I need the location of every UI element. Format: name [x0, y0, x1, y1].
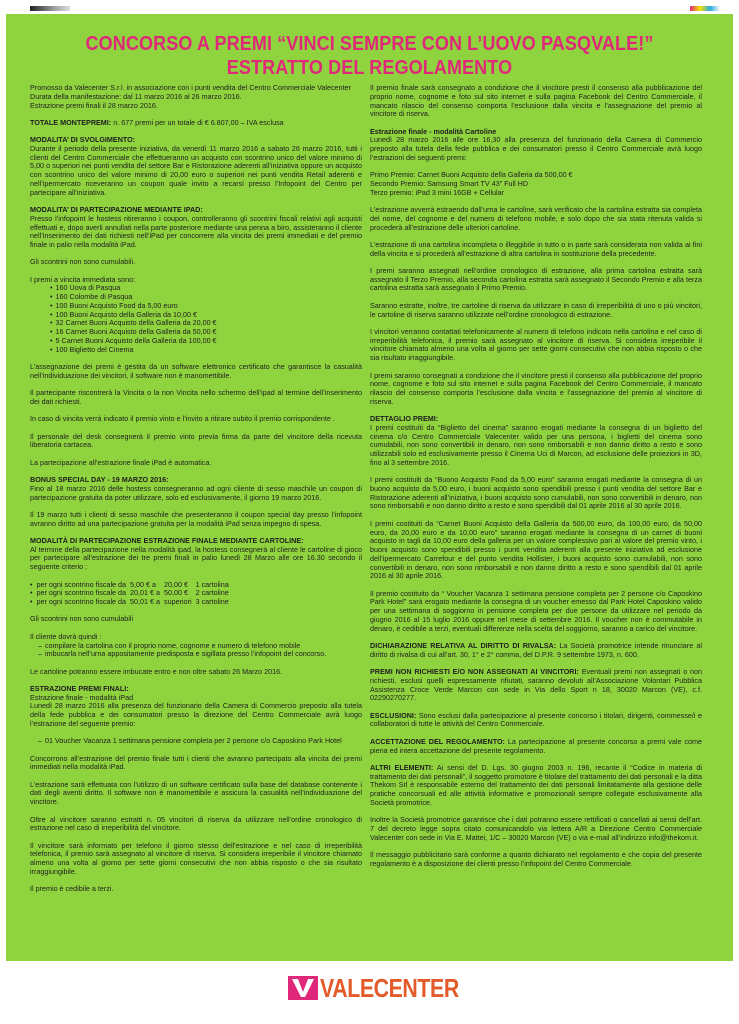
incompleta: L’estrazione di una cartolina incompleta o illeggibile in tutto o in parte sarà considerata non valida ai fini della vincita e si procederà all’estrazione di altra cartolina in sostituzione della precedente.: [370, 239, 702, 258]
page-title: [50, 32, 690, 80]
premi-intro: I premi a vincita immediata sono:: [30, 274, 136, 284]
dettaglio-cinema: DETTAGLIO PREMI: I premi costituiti da “Biglietto del cinema” saranno erogati mediante la consegna di un biglietto del cinema c/o Centro Commerciale Valecenter valido per una persona, i biglietti del cinema sono cumulabili, non sono convertibili in denaro, non sono rimborsabili e non danno diritto a resto e sono utilizzabili solo ed esclusivamente presso il Cinema Uci di Marcon, ad esclusione delle proiezioni in 3D, fino al 3 settembre 2016.: [370, 414, 702, 467]
assegnazione: L’assegnazione dei premi è gestita da un software elettronico certificato che garantisce la casualità nell’individuazione dei vincitori, il software non è manomettibile.: [30, 362, 362, 380]
estrazione-premio: – 01 Voucher Vacanza 1 settimana pensione completa per 2 persone c/o Caposkino Park Hotel: [30, 737, 362, 746]
accettazione: ACCETTAZIONE DEL REGOLAMENTO: La partecipazione al presente concorso a premi vale come piena ed intera accettazione del presente regolamento.: [370, 736, 703, 755]
estrazione-ipad: La partecipazione all’estrazione finale iPad è automatica.: [30, 457, 212, 467]
consegnato: Il premio finale sarà consegnato a condizione che il vincitore presti il consenso alla pubblicazione del proprio nome, cognome e foto sul sito internet e sulla pagina Facebook del Centro Commerciale, il mancato rilascio del consenso comporta l’esclusione dalla vincita e l’assegnazione del premio al vincitore di riserva.: [370, 83, 702, 119]
estrazione-premi-finali: ESTRAZIONE PREMI FINALI: Estrazione finale - modalità iPad Lunedì 28 marzo 2016 alla presenza del funzionario della Camera di Commercio preposto alla tutela della fede pubblica e dei consumatori presso la direzione del Centro Commerciale avrà luogo l’estrazione del seguente premio:: [30, 683, 362, 728]
concorrono: Concorrono all’estrazione del premio finale tutti i clienti che avranno partecipato alla vincita dei premi immediati nella modalità iPad.: [30, 753, 362, 772]
rivalsa: DICHIARAZIONE RELATIVA AL DIRITTO DI RIVALSA: La Società promotrice intende rinunciare al diritto di rivalsa di cui all’art. 30, 1° e 2° comma, del D.P.R. 9 settembre 1973, n. 600.: [370, 640, 702, 659]
table-row: • per ogni scontrino fiscale da 50,01 € a superiori 3 cartoline: [30, 598, 233, 607]
riserva: Saranno estratte, inoltre, tre cartoline di riserva da utilizzare in caso di irreperibilità di uno o più vincitori, le cartoline di riserva saranno utilizzate nell’ordine cronologico di estrazione.: [370, 300, 702, 319]
messaggio: Il messaggio pubblicitario sarà conforme a quanto dichiarato nel regolamento e che copia del presente regolamento è a disposizione dei clienti presso l’infopoint del Centro Commerciale.: [370, 850, 702, 868]
estrazione-avverra: L’estrazione avverrà estraendo dall’urna le cartoline, sarà verificato che la cartolina estratta sia completa del nome, del cognome e del numero di telefono mobile, e solo dopo che sia stata ritenuta valida si procederà all’estrazione delle ulteriori cartoline.: [370, 205, 702, 232]
in-caso: In caso di vincita verrà indicato il premio vinto e l’invito a ritirare subito il premio corrispondente .: [30, 414, 335, 424]
list-item: • 100 Buoni Acquisto Food da 5,00 euro: [50, 302, 362, 311]
montepremi: TOTALE MONTEPREMI: n. 677 premi per un totale di € 6.807,00 – IVA esclusa: [30, 117, 284, 127]
partecipante: Il partecipante riscontrerà la Vincita o la non Vincita nello schermo dell’ipad al termine dell’inserimento dei dati richiesti.: [30, 388, 362, 406]
title-line-1: CONCORSO A PREMI “VINCI SEMPRE CON L’UOVO PASQVALE!”: [85, 32, 654, 55]
logo-text: VALECENTER: [320, 973, 459, 1003]
bonus: BONUS SPECIAL DAY - 19 MARZO 2016: Fino al 18 marzo 2016 delle hostess consegneranno ad ogni cliente di sesso maschile un coupon di partecipazione gratuita da poter utilizzare, solo ed esclusivamente, il giorno 19 marzo 2016.: [30, 475, 362, 502]
list-item: – compilare la cartolina con il proprio nome, cognome e numero di telefono mobile: [38, 642, 362, 651]
valecenter-logo: [288, 975, 489, 1001]
cedibile: Il premio è cedibile a terzi.: [30, 884, 114, 894]
bonus-2: Il 19 marzo tutti i clienti di sesso maschile che presenteranno il coupon special day presso l’infopoint avranno diritto ad una partecipazione gratuita per la modalità iPad senza impegno di spesa.: [30, 509, 362, 528]
logo-mark: [288, 976, 318, 1000]
altri-elementi: ALTRI ELEMENTI: Ai sensi del D. Lgs. 30 giugno 2003 n. 196, recante il “Codice in materia di trattamento dei dati personali”, il soggetto promotore è titolare del trattamento dei dati personali e la ditta Thekom Srl è responsabile esterno del trattamento dei dati personali limitatamente alla gestione delle pratiche concorsuali ed alle attività informative e promozionali sempre collegate esclusivamente alla Società promotrice.: [370, 762, 702, 807]
inoltre: Inoltre la Società promotrice garantisce che i dati potranno essere rettificati o cancellati ai sensi dell’art. 7 del decreto legge sopra citato comunicandolo via lettera A/R a Direzione Centro Commerciale Valecenter con sede in Via E. Mattei, 1/C – 30020 Marcon (VE) o via e-mail all’indirizzo info@thekom.it.: [370, 815, 702, 842]
print-color-bar: [0, 6, 739, 12]
non-richiesti: PREMI NON RICHIESTI E/O NON ASSEGNATI AI VINCITORI: Eventuali premi non assegnati o non richiesti, esclusi quelli espressamente rifiutati, saranno devoluti all’Associazione Volontari Pubblica Assistenza Croce Verde Marcon con sede in Via dello Sport n 18, 30020 Marcon (VE), c.f. 02290270277.: [370, 667, 702, 703]
informato: Il vincitore sarà informato per telefono il giorno stesso dell’estrazione e nel caso di irreperibilità telefonica, il premio sarà assegnato al vincitore di riserva. Si considera irreperibile il vincitore chiamato almeno una volta al giorno per sette giorni consecutivi che non abbia risposto o che sia risultato irraggiungibile.: [30, 840, 362, 876]
software: L’estrazione sarà effettuata con l’utilizzo di un software certificato sulla base del database contenente i dati degli aventi diritto. Il software non è manomettibile e assicura la casualità nell’individuazione del vincitore.: [30, 779, 362, 807]
dettaglio-food: I premi costituiti da “Buono Acquisto Food da 5,00 euro” saranno erogati mediante la consegna di un buono acquisto da 5,00 euro, i buoni acquisto sono spendibili presso i punti vendita del settore Bar e Ristorazione aderenti all’iniziativa, i buoni acquisto sono cumulabili, non sono convertibili in denaro, non sono rimborsabili e non danno diritto a resto e sono spendibili dal 01 aprile 2016 al 30 aprile 2016.: [370, 475, 702, 511]
cartoline-finale: Estrazione finale - modalità Cartoline Lunedì 28 marzo 2016 alle ore 16,30 alla presenza del funzionario della Camera di Commercio preposto alla tutela della fede pubblica e dei consumatori presso il Centro Commerciale avrà luogo l’estrazioni dei seguenti premi:: [370, 126, 702, 162]
esclusioni: ESCLUSIONI: Sono esclusi dalla partecipazione al presente concorso i titolari, dirigenti, commesse/i e collaboratori di tutte le attività del Centro Commerciale.: [370, 710, 702, 729]
right-column: [370, 84, 702, 877]
non-cumulabili-2: Gli scontrini non sono cumulabili: [30, 614, 134, 624]
criterio-table: [30, 581, 233, 607]
ipad-participation: MODALITA’ DI PARTECIPAZIONE MEDIANTE IPAD: Presso l’infopoint le hostess ritireranno i coupon, controlleranno gli scontrini fiscali relativi agli acquisti effettuati e, dopo averli annullati nella parte posteriore mediante una penna a biro, assisteranno il cliente nell’inserimento dei dati richiesti nell’iPad per concorrere alla vincita dei premi immediati e del premio finale in palio nella modalità iPad.: [30, 205, 362, 250]
list-item: • 5 Carnet Buoni Acquisto della Galleria da 100,00 €: [50, 337, 362, 346]
intro: Promosso da Valecenter S.r.l. in associazione con i punti vendita del Centro Commerciale Valecenter Durata della manifestazione: dal 11 marzo 2016 al 26 marzo 2016. Estrazione premi finali il 28 marzo 2016.: [30, 83, 351, 110]
dettaglio-carnet: I premi costituiti da “Carnet Buoni Acquisto della Galleria da 500,00 euro, da 100,00 euro, da 50,00 euro, da 20,00 euro e da 10,00 euro” saranno erogati mediante la consegna di un carnet di buoni acquisto in tagli da 10,00 euro della galleria per un valore complessivo pari al valore del premio vinto, i buoni acquisto sono spendibili presso i punti vendita aderenti alla presente iniziativa ad esclusione dell’ipermercato Carrefour e del punto vendita Hollister, i buoni acquisto sono cumulabili, non sono convertibili in denaro, non sono rimborsabili e non danno diritto a resto e sono spendibili dal 01 aprile 2016 al 30 aprile 2016.: [370, 518, 702, 581]
dettaglio-voucher: Il premio costituito da “ Voucher Vacanza 1 settimana pensione completa per 2 persone c/o Caposkino Park Hotel” sarà erogato mediante la consegna di un voucher emesso dal Park Hotel Caposkino valido per una settimana di soggiorno in pensione completa per due persone da utilizzare nel periodo da giugno 2016 al 15 luglio 2016 oppure nel mese di settembre 2016. Il voucher non è commutabile in denaro, è cedibile a terzi, eventuali differenze nella scelta del soggiorno, saranno a carico del vincitore.: [370, 588, 702, 633]
logo-v-icon: [288, 976, 318, 1000]
contattati: I vincitori verranno contattati telefonicamente al numero di telefono indicato nella cartolina e nel caso di irreperibilità telefonica, il premio sarà assegnato al vincitore di riserva. Si considera irreperibile il vincitore chiamato almeno una volta al giorno per sette giorni consecutivi che non abbia risposto o che sia risultato irraggiungibile.: [370, 326, 702, 363]
premi-finali: Primo Premio: Carnet Buoni Acquisto della Galleria da 500,00 € Secondo Premio: Samsung Smart TV 43” Full HD Terzo premio: iPad 3 mini 16GB + Cellular: [370, 170, 573, 197]
list-item: • 160 Uova di Pasqua: [50, 284, 362, 293]
svolgimento: MODALITA’ DI SVOLGIMENTO: Durante il periodo della presente iniziativa, da venerdì 11 marzo 2016 a sabato 26 marzo 2016, tutti i clienti del Centro Commerciale che effettueranno un acquisto con scontrino unico del valore minimo di 5,00 o superiori nei punti vendita del settore Bar e Ristorazione aderenti all’iniziativa oppure un acquisto con scontrino unico del valore minimo di 20,00 euro o superiori nei punti vendita Retail aderenti e nell’ipermercato riceveranno un coupon quale invito a recarsi presso l’Infopoint del Centro per partecipare all’iniziativa.: [30, 135, 362, 197]
non-cumulabili: Gli scontrini non sono cumulabili.: [30, 257, 136, 267]
left-column: [30, 84, 362, 903]
list-item: • 100 Biglietto del Cinema: [50, 346, 362, 355]
cliente-intro: Il cliente dovrà quindi :: [30, 631, 102, 641]
list-item: • 16 Carnet Buoni Acquisto della Galleria da 50,00 €: [50, 328, 362, 337]
title-line-2: ESTRATTO DEL REGOLAMENTO: [226, 56, 513, 79]
premi-list: [30, 284, 362, 354]
table-row: • per ogni scontrino fiscale da 5,00 € a 20,00 € 1 cartolina: [30, 581, 233, 590]
ordine: I premi saranno assegnati nell’ordine cronologico di estrazione, alla prima cartolina estratta sarà assegnato il Terzo Premio, alla seconda cartolina estratta sarà assegnato il Secondo Premio e alla terza cartolina estratta sarà assegnato il Primo Premio.: [370, 265, 702, 293]
consegnati: I premi saranno consegnati a condizione che il vincitore presti il consenso alla pubblicazione del proprio nome, cognome e foto sul sito internet e sulla pagina Facebook del Centro Commerciale, il mancato rilascio del consenso comporta l’esclusione dalla vincita e l’assegnazione del premio al vincitore di riserva.: [370, 370, 702, 406]
list-item: • 160 Colombe di Pasqua: [50, 293, 362, 302]
list-item: – imbucarla nell’urna appositamente predisposta e sigillata presso l’infopoint del concorso.: [38, 650, 362, 659]
table-row: • per ogni scontrino fiscale da 20,01 € a 50,00 € 2 cartoline: [30, 589, 233, 598]
cliente-list: [30, 642, 362, 660]
list-item: • 32 Carnet Buoni Acquisto della Galleria da 20,00 €: [50, 319, 362, 328]
personale: Il personale del desk consegnerà il premio vinto previa firma da parte del vincitore della ricevuta liberatoria cartacea.: [30, 431, 362, 450]
cartoline: MODALITÀ DI PARTECIPAZIONE ESTRAZIONE FINALE MEDIANTE CARTOLINE: Al termine della partecipazione nella modalità ipad, la hostess consegnerà al cliente le cartoline di gioco per partecipare all’estrazione dei tre premi finali in palio lunedì 28 Marzo alle ore 16.30 secondo il seguente criterio :: [30, 535, 362, 572]
list-item: • 100 Buoni Acquisto della Galleria da 10,00 €: [50, 311, 362, 320]
riserve: Oltre al vincitore saranno estratti n. 05 vincitori di riserva da utilizzare nell’ordine cronologico di estrazione nel caso di irreperibilità del vincitore.: [30, 814, 362, 833]
imbucate: Le cartoline potranno essere imbucate entro e non oltre sabato 26 Marzo 2016.: [30, 666, 283, 676]
